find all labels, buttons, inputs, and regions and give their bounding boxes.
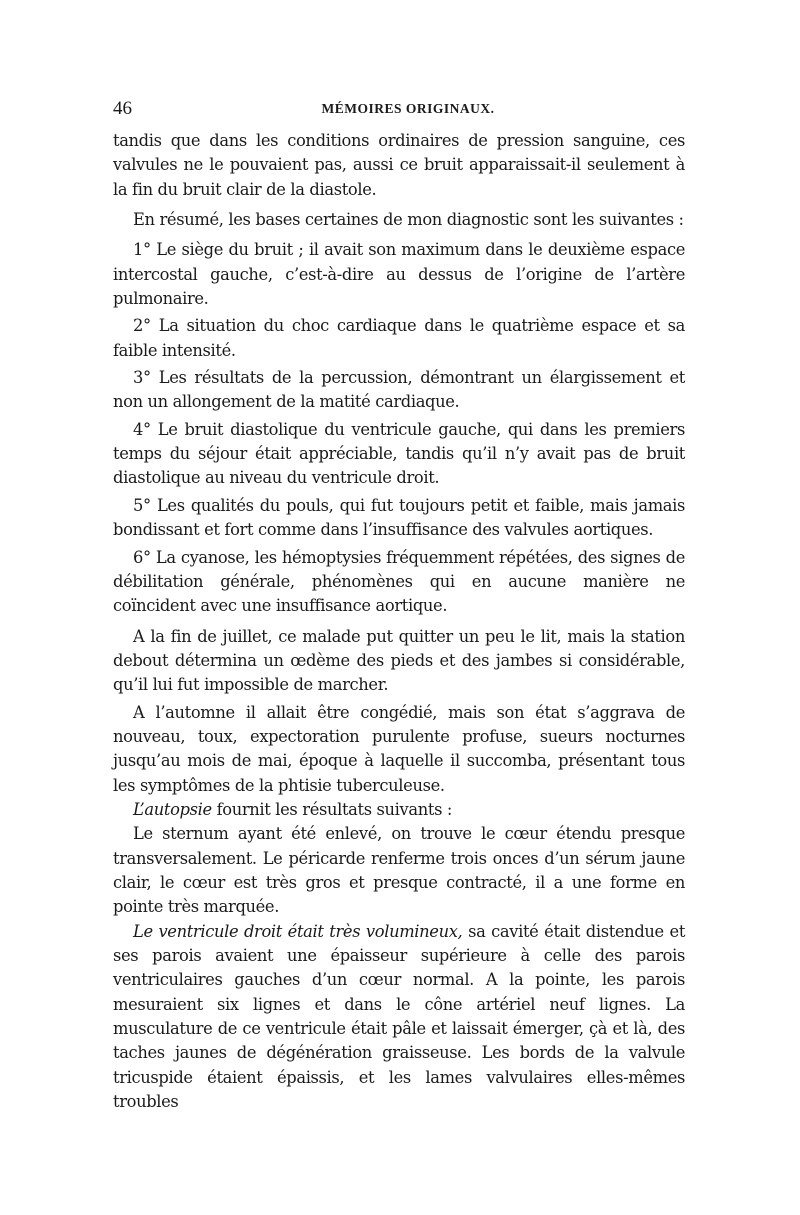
paragraph-summary-intro: En résumé, les bases certaines de mon diagnostic sont les suivantes : [133,210,684,230]
paragraph-july: A la fin de juillet, ce malade put quitter un peu le lit, mais la station debout détermina un œdème des pieds et des jambes si considérable, qu’il lui fut impossible de marcher. [113,626,685,695]
page-header [113,98,685,124]
text-body [113,129,685,1114]
list-item-3: 3° Les résultats de la percussion, démontrant un élargissement et non un allongement de la matité cardiaque. [113,368,685,412]
paragraph-continuation: tandis que dans les conditions ordinaires de pression sanguine, ces valvules ne le pouvaient pas, aussi ce bruit apparaissait-il seulement à la fin du bruit clair de la diastole. [113,131,685,199]
ventricle-rest: sa cavité était distendue et ses parois avaient une épaisseur supérieure à celle des parois ventriculaires gauches d’un cœur normal. A la pointe, les parois mesuraient six lignes et dans le cône artériel neuf lignes. La musculature de ce ventricule était pâle et laissait émerger, çà et là, des taches jaunes de dégénération graisseuse. Les bords de la valvule tricuspide étaient épaissis, et les lames valvulaires elles-mêmes troubles [113,921,686,1112]
paragraph-autopsy [113,798,685,822]
autopsy-italic: L’autopsie [133,799,212,819]
ventricle-italic: Le ventricule droit était très volumineux, [133,921,463,941]
list-item-1: 1° Le siège du bruit ; il avait son maximum dans le deuxième espace intercostal gauche, c’est-à-dire au dessus de l’origine de l’artère pulmonaire. [113,240,685,309]
page-number: 46 [113,98,132,119]
paragraph-sternum: Le sternum ayant été enlevé, on trouve le cœur étendu presque transversalement. Le péricarde renferme trois onces d’un sérum jaune clair, le cœur est très gros et presque contracté, il a une forme en pointe très marquée. [113,824,685,917]
running-title: MÉMOIRES ORIGINAUX. [321,101,495,116]
autopsy-rest: fournit les résultats suivants : [211,799,453,819]
list-item-4: 4° Le bruit diastolique du ventricule gauche, qui dans les premiers temps du séjour était appréciable, tandis qu’il n’y avait pas de bruit diastolique au niveau du ventricule droit. [113,419,685,488]
paragraph-autumn: A l’automne il allait être congédié, mais son état s’aggrava de nouveau, toux, expectoration purulente profuse, sueurs nocturnes jusqu’au mois de mai, époque à laquelle il succomba, présentant tous les symptômes de la phtisie tuberculeuse. [113,702,685,795]
list-item-5: 5° Les qualités du pouls, qui fut toujours petit et faible, mais jamais bondissant et fort comme dans l’insuffisance des valvules aortiques. [113,495,685,540]
list-item-6: 6° La cyanose, les hémoptysies fréquemment répétées, des signes de débilitation générale, phénomènes qui en aucune manière ne coïncident avec une insuffisance aortique. [113,547,685,616]
paragraph-ventricle [113,920,685,1115]
list-item-2: 2° La situation du choc cardiaque dans le quatrième espace et sa faible intensité. [113,316,685,360]
